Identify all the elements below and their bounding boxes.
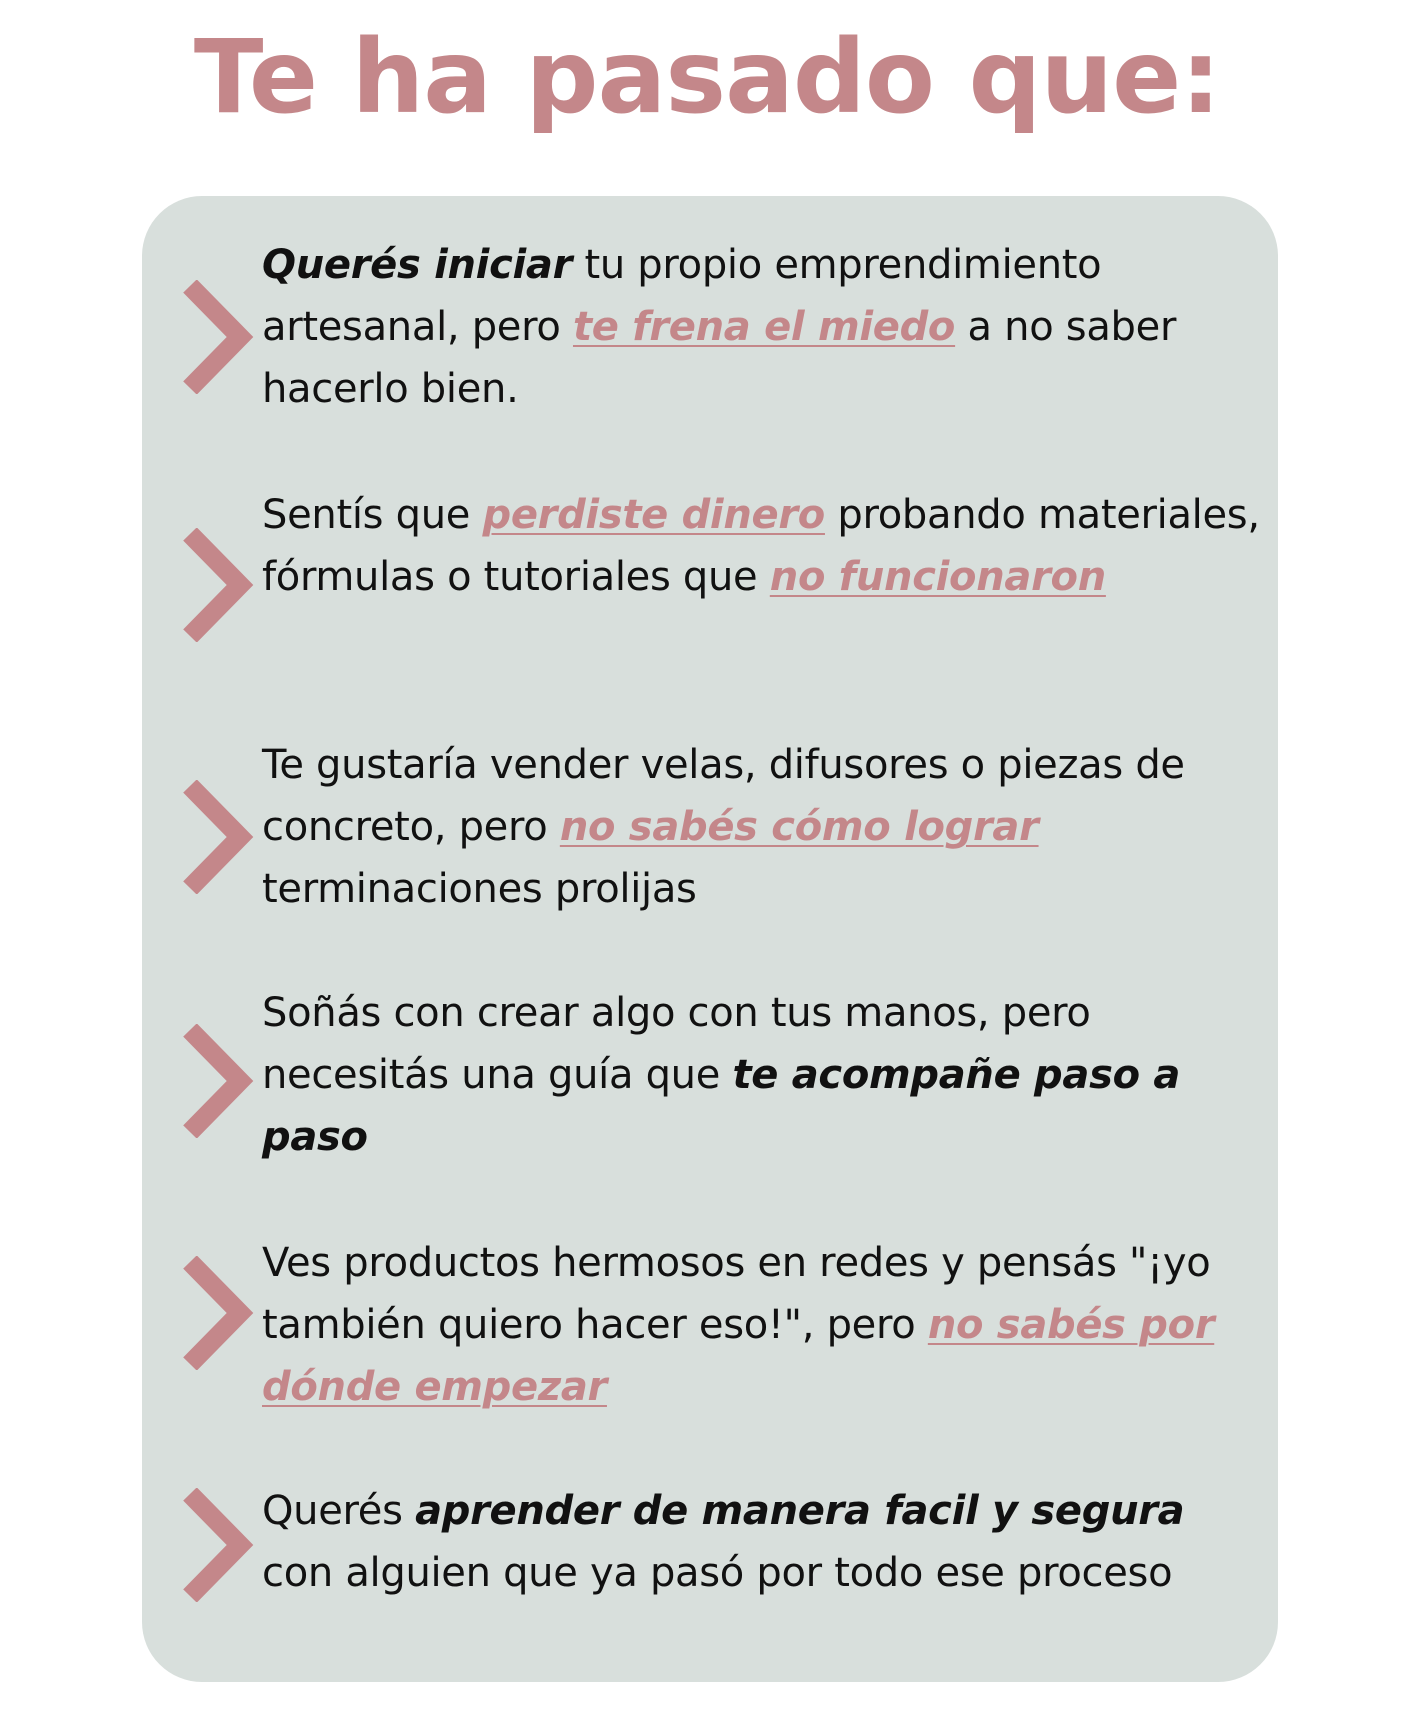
body-text: Querés [262, 1488, 416, 1534]
emphasis-text: aprender de manera facil y segura [415, 1488, 1185, 1534]
emphasis-text: te acompañe paso a paso [262, 1052, 1181, 1160]
page-title: Te ha pasado que: [193, 18, 1221, 137]
item-text [262, 484, 1262, 608]
item-text [262, 234, 1262, 420]
highlight-text: no funcionaron [769, 554, 1106, 600]
body-text: a no saber hacerlo bien. [262, 304, 1177, 412]
chevron-right-icon [180, 280, 256, 394]
item-text [262, 1480, 1262, 1604]
chevron-right-icon [180, 1024, 256, 1138]
body-text: Sentís que [262, 492, 483, 538]
item-text [262, 734, 1262, 920]
chevron-right-icon [180, 780, 256, 894]
highlight-text: no sabés por dónde empezar [262, 1302, 1215, 1410]
body-text: Soñás con crear algo con tus manos, pero necesitás una guía que [262, 990, 1091, 1098]
item-text [262, 1232, 1262, 1418]
body-text: tu propio emprendimiento artesanal, pero [262, 242, 1102, 350]
chevron-right-icon [180, 1488, 256, 1602]
chevron-right-icon [180, 1256, 256, 1370]
highlight-text: no sabés cómo lograr [559, 804, 1039, 850]
body-text: Ves productos hermosos en redes y pensás "¡yo también quiero hacer eso!", pero [262, 1240, 1211, 1348]
item-text [262, 982, 1262, 1168]
body-text: probando materiales, fórmulas o tutoriales que [262, 492, 1260, 600]
highlight-text: perdiste dinero [482, 492, 825, 538]
body-text: terminaciones prolijas [262, 866, 697, 912]
emphasis-text: Querés iniciar [262, 242, 573, 288]
body-text: Te gustaría vender velas, difusores o piezas de concreto, pero [262, 742, 1185, 850]
highlight-text: te frena el miedo [572, 304, 956, 350]
pain-points-card [142, 196, 1278, 1682]
chevron-right-icon [180, 528, 256, 642]
body-text: con alguien que ya pasó por todo ese proceso [262, 1550, 1173, 1596]
